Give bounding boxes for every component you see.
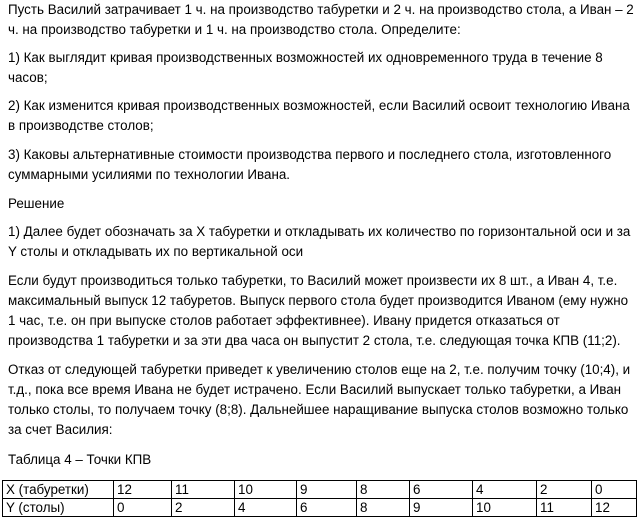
document-body	[8, 0, 634, 470]
table-cell: 11	[537, 499, 592, 517]
question-1: 1) Как выглядит кривая производственных возможностей их одновременного труда в течение 8 часов;	[8, 50, 603, 85]
table-cell: 8	[357, 499, 410, 517]
table-cell: 0	[114, 499, 172, 517]
row-header-x: X (табуретки)	[3, 481, 114, 499]
table-cell: 6	[410, 481, 473, 499]
table-cell: 10	[235, 481, 297, 499]
table-row-y	[3, 499, 637, 517]
table-cell: 8	[357, 481, 410, 499]
solution-paragraph-2: Отказ от следующей табуретки приведет к увеличению столов еще на 2, т.е. получим точку (10;4), и т.д., пока все время Ивана не будет истрачено. Если Василий выпускает только табуретки, а Иван только столы, то получаем точку (8;8). Дальнейшее наращивание выпуска столов возможно только за счет Василия:	[8, 362, 631, 437]
table-row-x	[3, 481, 637, 499]
row-header-y: Y (столы)	[3, 499, 114, 517]
table-cell: 0	[592, 481, 637, 499]
problem-statement: Пусть Василий затрачивает 1 ч. на производство табуретки и 2 ч. на производство стола, а Иван – 2 ч. на производство табуретки и 1 ч. на производство стола. Определите:	[8, 2, 634, 37]
table-cell: 4	[235, 499, 297, 517]
table-cell: 9	[297, 481, 357, 499]
solution-heading: Решение	[8, 196, 65, 211]
solution-step-1: 1) Далее будет обозначать за X табуретки и откладывать их количество по горизонтальной оси и за Y столы и откладывать их по вертикальной оси	[8, 224, 631, 259]
table-cell: 4	[473, 481, 537, 499]
table-cell: 11	[172, 481, 235, 499]
table-caption: Таблица 4 – Точки КПВ	[8, 452, 152, 467]
table-cell: 6	[297, 499, 357, 517]
solution-paragraph-1: Если будут производиться только табуретки, то Василий может произвести их 8 шт., а Иван 4, т.е. максимальный выпуск 12 табуретов. Выпуск первого стола будет производится Иваном (ему нужно 1 час, т.е. он при выпуске столов работает эффективнее). Ивану придется отказаться от производства 1 табуретки и за эти два часа он выпустит 2 стола, т.е. следующая точка КПВ (11;2).	[8, 273, 629, 348]
table-cell: 2	[537, 481, 592, 499]
table-cell: 10	[473, 499, 537, 517]
question-2: 2) Как изменится кривая производственных возможностей, если Василий освоит технологию Ивана в производстве столов;	[8, 98, 630, 133]
table-cell: 2	[172, 499, 235, 517]
table-cell: 12	[592, 499, 637, 517]
table-cell: 12	[114, 481, 172, 499]
table-cell: 9	[410, 499, 473, 517]
ppf-points-table	[2, 480, 637, 517]
question-3: 3) Каковы альтернативные стоимости производства первого и последнего стола, изготовленного суммарными усилиями по технологии Ивана.	[8, 147, 612, 182]
